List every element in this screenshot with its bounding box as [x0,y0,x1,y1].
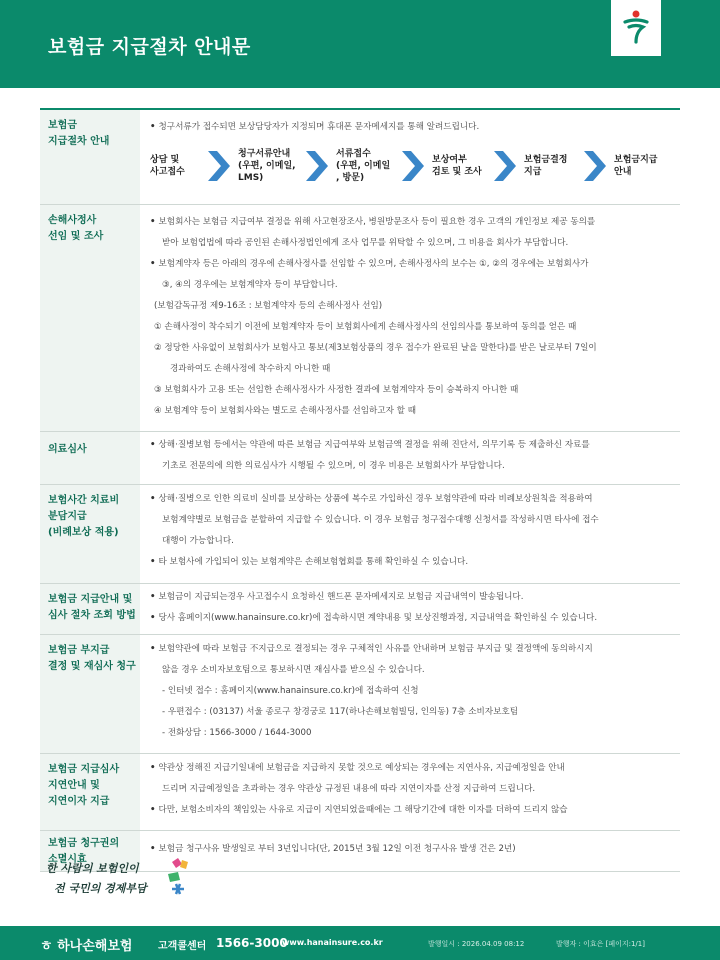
arrow-right-icon [208,151,230,181]
row-content [140,635,680,753]
list-item: • 다만, 보험소비자의 책임있는 사유로 지급이 지연되었을때에는 그 해당기간에 대한 이자를 더하여 드리지 않습 [150,800,672,821]
flow-step: 서류접수 (우편, 이메일 , 방문) [336,149,391,183]
list-item: - 인터넷 접수 : 홈페이지(www.hanainsure.co.kr)에 접속하여 신청 [162,686,419,696]
list-item: • 보험금 청구사유 발생일로 부터 3년입니다(단, 2015년 3월 12일 이전 청구사유 발생 건은 2년) [150,839,672,860]
website-link[interactable]: www.hanainsure.co.kr [282,938,383,947]
list-item: • 타 보험사에 가입되어 있는 보험계약은 손해보험협회를 통해 확인하실 수 있습니다. [150,552,672,573]
arrow-right-icon [494,151,516,181]
info-table [40,108,680,872]
list-item: • 보험계약자 등은 아래의 경우에 손해사정사를 선임할 수 있으며, 손해사정사의 보수는 ①, ②의 경우에는 보험회사가 [150,254,672,275]
row-content [140,584,680,634]
list-item: 대행이 가능합니다. [162,536,234,546]
list-item: • 보험회사는 보험금 지급여부 결정을 위해 사고현장조사, 병원방문조사 등이 필요한 경우 고객의 개인정보 제공 동의를 [150,212,672,233]
row-label: 보험사간 치료비 분담지급 (비례보상 적용) [40,485,140,583]
row-content [140,831,680,871]
list-item: 않을 경우 소비자보호팀으로 통보하시면 재심사를 받으실 수 있습니다. [162,665,425,675]
list-item: • 상해·질병으로 인한 의료비 실비를 보상하는 상품에 복수로 가입하신 경우 보험약관에 따라 비례보상원칙을 적용하여 [150,489,672,510]
list-item: (보험감독규정 제9-16조 : 보험계약자 등의 손해사정사 선임) [154,301,383,311]
row-content [140,754,680,830]
list-item: 기초로 전문의에 의한 의료심사가 시행될 수 있으며, 이 경우 비용은 보험회사가 부담합니다. [162,461,505,471]
callcenter-label: 고객콜센터 [158,941,207,952]
row-cost-sharing [40,485,680,584]
row-label: 손해사정사 선임 및 조사 [40,205,140,431]
flow-step: 청구서류안내 (우편, 이메일, LMS) [238,149,296,183]
flow-step: 보상여부 검토 및 조사 [432,155,482,177]
list-item: ④ 보험계약 등이 보험회사와는 별도로 손해사정사를 선임하고자 할 때 [154,406,417,416]
row-label: 보험금 지급절차 안내 [40,110,140,204]
list-item: ③, ④의 경우에는 보험계약자 등이 부담합니다. [162,280,338,290]
row-label: 보험금 청구권의 소멸시효 [40,831,140,871]
slogan-image [44,856,194,900]
callcenter-number: 1566-3000 [216,936,288,950]
issue-date: 발행일시 : 2026.04.09 08:12 [428,940,525,948]
row-content [140,205,680,431]
slogan [44,856,194,904]
list-item: 받아 보험업법에 따라 공인된 손해사정법인에게 조사 업무를 위탁할 수 있으며, 그 비용을 회사가 부담합니다. [162,238,569,248]
row-procedure [40,110,680,205]
flow-step: 보험금지급 안내 [614,155,658,177]
list-item: - 우편접수 : (03137) 서울 종로구 창경궁로 117(하나손해보험빌딩, 인의동) 7층 소비자보호팀 [162,707,519,717]
list-item: 보험계약별로 보험금을 분할하여 지급할 수 있습니다. 이 경우 보험금 청구접수대행 신청서를 작성하시면 타사에 접수 [162,515,599,525]
row-adjuster [40,205,680,432]
row-label: 보험금 지급안내 및 심사 절차 조회 방법 [40,584,140,634]
row-medical-review [40,432,680,485]
footer-brand: ㅎ 하나손해보험 [40,939,133,954]
header-bar [0,0,720,88]
list-item: 드리며 지급예정일을 초과하는 경우 약관상 규정된 내용에 따라 지연이자를 산정 지급하여 드립니다. [162,784,536,794]
list-item: • 보험약관에 따라 보험금 不지급으로 결정되는 경우 구체적인 사유를 안내하며 보험금 부지급 및 결정액에 동의하시지 [150,639,672,660]
list-item: - 전화상담 : 1566-3000 / 1644-3000 [162,728,312,738]
row-content [140,432,680,484]
issuer: 발행자 : 이효은 [페이지:1/1] [556,940,645,948]
svg-text:한 사람의 보험인이: 한 사람의 보험인이 [46,862,139,875]
hana-logo-icon [622,10,650,44]
flow-step: 상담 및 사고접수 [150,155,185,177]
process-flow [150,140,672,192]
list-item: 경과하여도 손해사정에 착수하지 아니한 때 [170,364,331,374]
list-item: ① 손해사정이 착수되기 이전에 보험계약자 등이 보험회사에게 손해사정사의 선임의사를 통보하여 동의를 얻은 때 [154,322,577,332]
list-item: • 청구서류가 접수되면 보상담당자가 지정되며 휴대폰 문자메세지를 통해 알려드립니다. [150,117,672,138]
hana-logo-icon: ㅎ [40,939,53,954]
row-label: 보험금 부지급 결정 및 재심사 청구 [40,635,140,753]
row-re-review [40,635,680,754]
flow-step: 보험금결정 지급 [524,155,568,177]
brand-logo [611,0,661,56]
list-item: ③ 보험회사가 고용 또는 선임한 손해사정사가 사정한 결과에 보험계약자 등이 승복하지 아니한 때 [154,385,519,395]
arrow-right-icon [402,151,424,181]
row-label: 의료심사 [40,432,140,484]
list-item: • 당사 홈페이지(www.hanainsure.co.kr)에 접속하시면 계약내용 및 보상진행과정, 지급내역을 확인하실 수 있습니다. [150,608,672,629]
list-item: • 상해·질병보험 등에서는 약관에 따른 보험금 지급여부와 보험금액 결정을 위해 진단서, 의무기록 등 제출하신 자료를 [150,435,672,456]
footer-bar [0,926,720,960]
row-label: 보험금 지급심사 지연안내 및 지연이자 지급 [40,754,140,830]
svg-text:전 국민의 경제부담: 전 국민의 경제부담 [54,882,147,895]
arrow-right-icon [306,151,328,181]
list-item: • 보험금이 지급되는경우 사고접수시 요청하신 핸드폰 문자메세지로 보험금 지급내역이 발송됩니다. [150,587,672,608]
list-item: ② 정당한 사유없이 보험회사가 보험사고 통보(제3보험상품의 경우 접수가 완료된 날을 말한다)를 받은 날로부터 7일이 [154,343,597,353]
row-delay [40,754,680,831]
row-content [140,485,680,583]
page-title: 보험금 지급절차 안내문 [48,36,251,58]
arrow-right-icon [584,151,606,181]
row-inquiry [40,584,680,635]
list-item: • 약관상 정해진 지급기일내에 보험금을 지급하지 못할 것으로 예상되는 경우에는 지연사유, 지급예정일을 안내 [150,758,672,779]
row-content [140,110,680,204]
